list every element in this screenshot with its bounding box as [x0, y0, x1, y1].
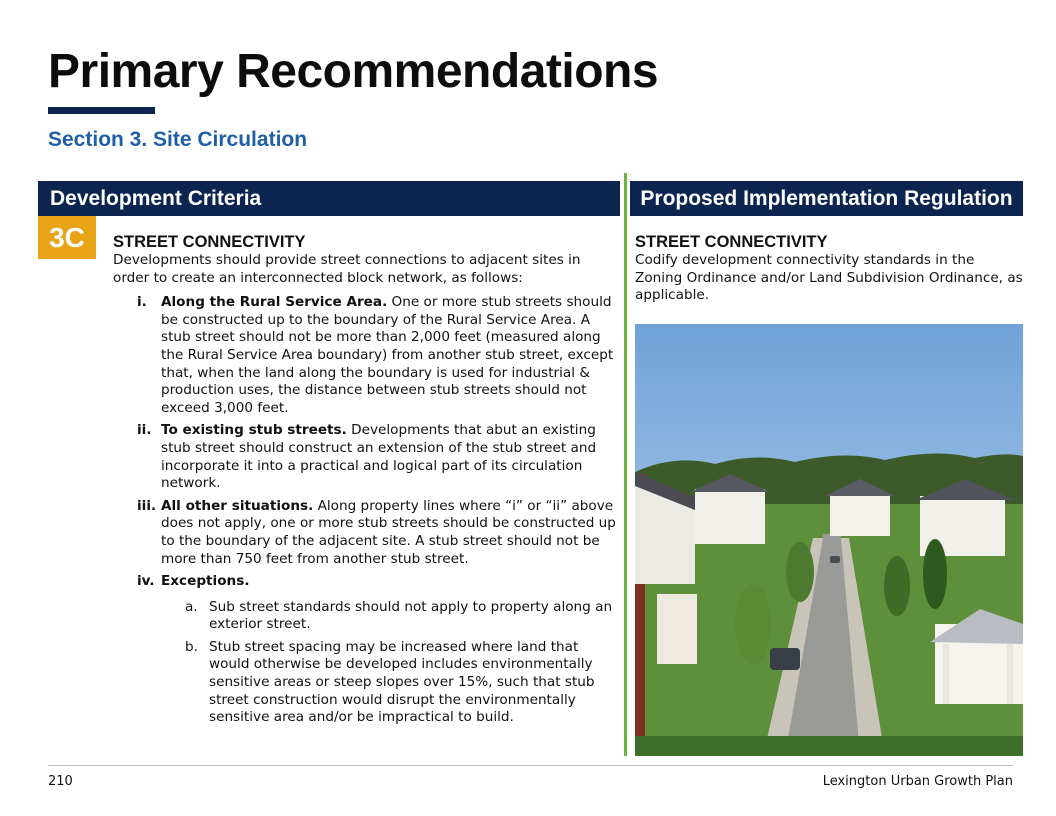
list-item	[113, 294, 619, 417]
item-label: To existing stub streets.	[161, 422, 347, 439]
footer-rule	[48, 765, 1013, 766]
sub-list-item	[161, 599, 619, 634]
item-label: All other situations.	[161, 497, 314, 514]
item-number: iv.	[137, 573, 155, 590]
criteria-intro: Developments should provide street connections to adjacent sites in order to create an interconnected block network, as follows:	[113, 252, 581, 286]
sub-list-item	[161, 639, 619, 727]
page-title: Primary Recommendations	[48, 45, 659, 98]
item-text: Along property lines where “i” or “ii” above does not apply, one or more stub streets should be constructed up to the boundary of the adjacent site. A stub street should not be more than 750 feet from another stub street.	[161, 497, 616, 567]
neighborhood-street-photo	[635, 324, 1023, 756]
development-criteria-body	[113, 233, 619, 727]
item-text: Developments that abut an existing stub street should construct an extension of the stub street and incorporate it into a practical and logical part of its circulation network.	[161, 422, 597, 492]
list-item	[113, 498, 619, 568]
item-number: iii.	[137, 497, 157, 514]
list-item	[113, 573, 619, 591]
regulation-text: Codify development connectivity standards in the Zoning Ordinance and/or Land Subdivision Ordinance, as applicable.	[635, 252, 1023, 304]
page-number: 210	[48, 774, 73, 789]
item-number: i.	[137, 294, 147, 311]
document-name: Lexington Urban Growth Plan	[822, 774, 1013, 789]
criteria-subhead: STREET CONNECTIVITY	[113, 233, 306, 251]
sub-item-letter: a.	[185, 598, 198, 615]
regulation-subhead: STREET CONNECTIVITY	[635, 233, 828, 251]
title-underline	[48, 107, 155, 114]
sub-item-letter: b.	[185, 638, 198, 655]
implementation-regulation-body	[635, 233, 1023, 305]
criteria-badge: 3C	[38, 216, 96, 259]
item-text: One or more stub streets should be constructed up to the boundary of the Rural Service Area. A stub street should not be more than 2,000 feet (measured along the Rural Service Area boundary) from another stub street, except that, when the land along the boundary is used for industrial & production uses, the distance between stub streets should not exceed 3,000 feet.	[161, 294, 614, 416]
item-label: Along the Rural Service Area.	[161, 294, 388, 311]
item-number: ii.	[137, 422, 152, 439]
section-heading: Section 3. Site Circulation	[48, 128, 308, 151]
column-divider	[624, 173, 627, 756]
item-label: Exceptions.	[161, 573, 250, 590]
development-criteria-header: Development Criteria	[38, 181, 620, 216]
implementation-regulation-header: Proposed Implementation Regulation	[630, 181, 1023, 216]
sub-item-text: Sub street standards should not apply to property along an exterior street.	[209, 598, 613, 633]
sub-item-text: Stub street spacing may be increased where land that would otherwise be developed includes environmentally sensitive areas or steep slopes over 15%, such that stub street construction would disrupt the environmentally sensitive area and/or be impractical to build.	[209, 638, 595, 726]
list-item	[113, 422, 619, 492]
